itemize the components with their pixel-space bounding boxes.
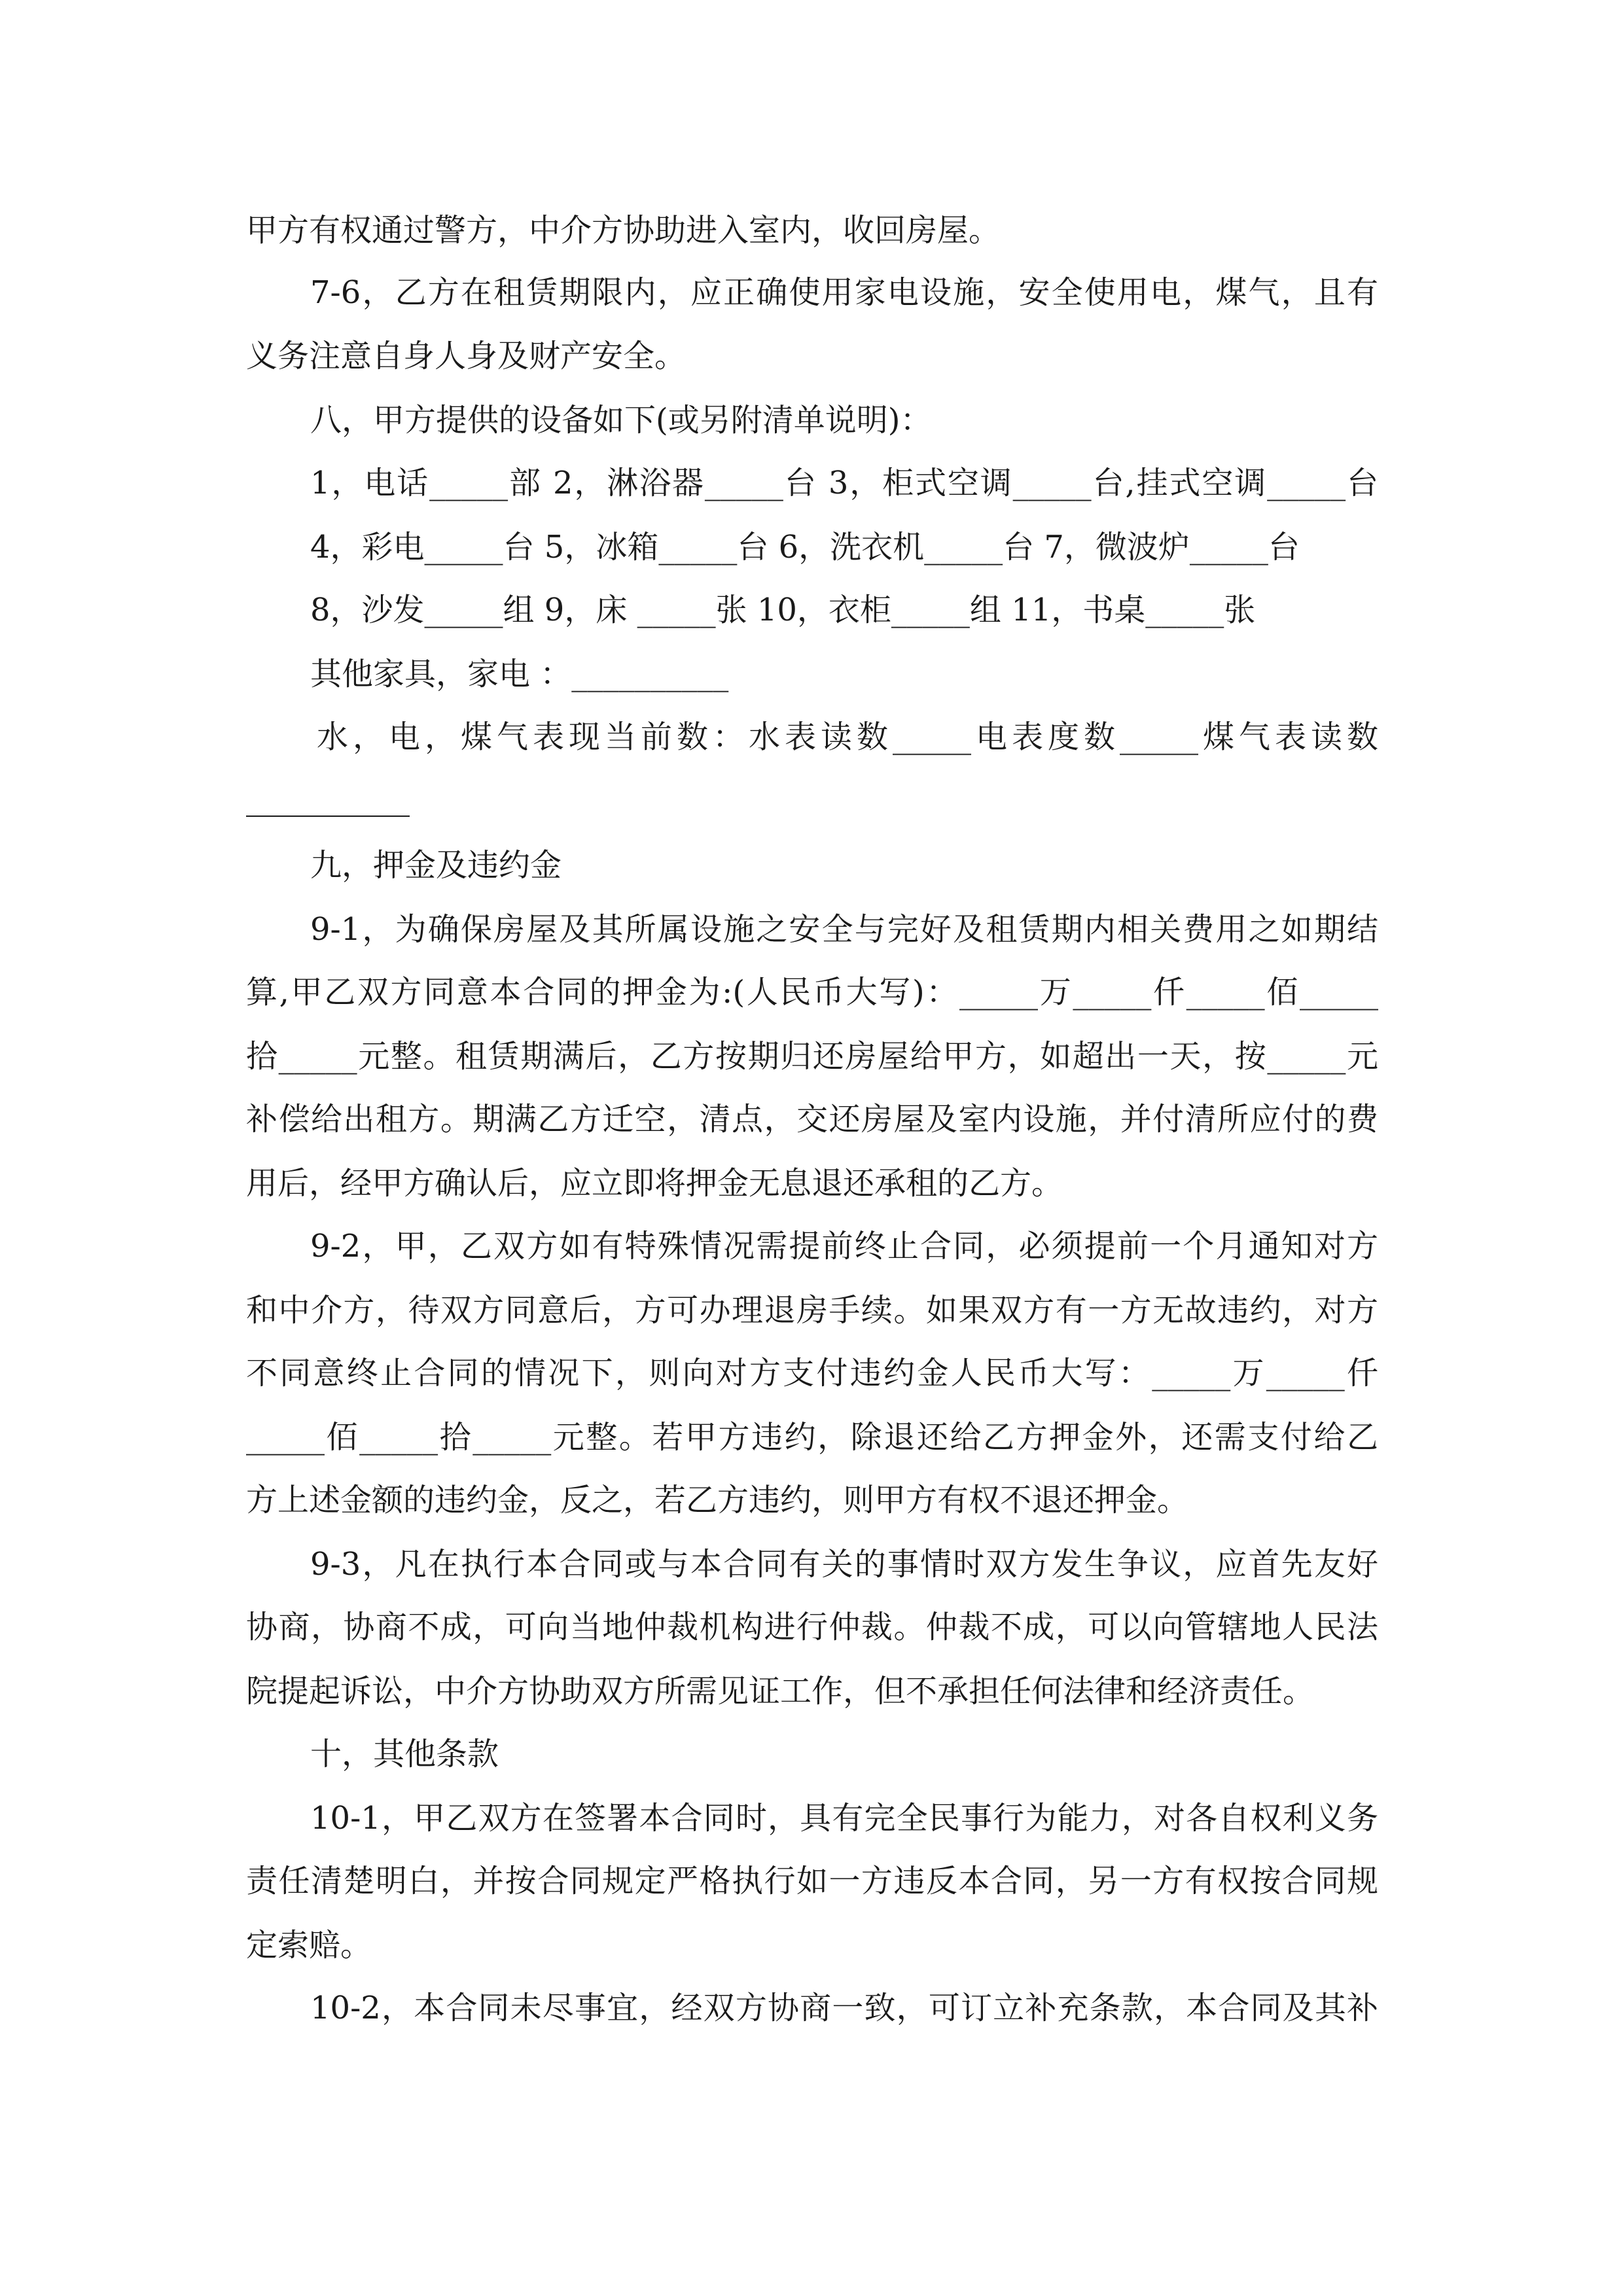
text-line: 算,甲乙双方同意本合同的押金为:(人民币大写)：_____万_____仟_____佰_____ bbox=[246, 974, 1378, 1011]
section-heading-10: 十，其他条款 bbox=[310, 1736, 499, 1772]
clause-9-1: 9-1，为确保房屋及其所属设施之安全与完好及租赁期内相关费用之如期结 bbox=[310, 911, 1378, 948]
text-line: 协商，协商不成，可向当地仲裁机构进行仲裁。仲裁不成，可以向管辖地人民法 bbox=[246, 1609, 1378, 1645]
text-line: 补偿给出租方。期满乙方迁空，清点，交还房屋及室内设施，并付清所应付的费 bbox=[246, 1101, 1378, 1138]
text-line: 用后，经甲方确认后，应立即将押金无息退还承租的乙方。 bbox=[246, 1165, 1063, 1202]
text-line: 甲方有权通过警方，中介方协助进入室内，收回房屋。 bbox=[246, 212, 1001, 249]
section-heading-8: 八，甲方提供的设备如下(或另附清单说明)： bbox=[310, 402, 932, 439]
meter-blank-underline bbox=[246, 816, 410, 817]
text-line: 不同意终止合同的情况下，则向对方支付违约金人民币大写：_____万_____仟 bbox=[246, 1355, 1378, 1391]
text-line: 义务注意自身人身及财产安全。 bbox=[246, 338, 687, 374]
text-line: 责任清楚明白，并按合同规定严格执行如一方违反本合同，另一方有权按合同规 bbox=[246, 1863, 1378, 1899]
clause-10-2: 10-2，本合同未尽事宜，经双方协商一致，可订立补充条款，本合同及其补 bbox=[310, 1990, 1378, 2026]
text-line: 拾_____元整。租赁期满后，乙方按期归还房屋给甲方，如超出一天，按_____元 bbox=[246, 1038, 1378, 1075]
text-line: 方上述金额的违约金，反之，若乙方违约，则甲方有权不退还押金。 bbox=[246, 1482, 1189, 1518]
text-line: 定索赔。 bbox=[246, 1927, 372, 1964]
text-line: _____佰_____拾_____元整。若甲方违约，除退还给乙方押金外，还需支付给乙 bbox=[246, 1419, 1378, 1456]
other-furniture-line: 其他家具，家电 ：__________ bbox=[310, 656, 729, 692]
meter-readings-line: 水，电，煤气表现当前数：水表读数_____电表度数_____煤气表读数 bbox=[317, 719, 1378, 755]
text-line: 院提起诉讼，中介方协助双方所需见证工作，但不承担任何法律和经济责任。 bbox=[246, 1673, 1315, 1710]
clause-9-3: 9-3，凡在执行本合同或与本合同有关的事情时双方发生争议，应首先友好 bbox=[310, 1546, 1378, 1583]
text-line: 和中介方，待双方同意后，方可办理退房手续。如果双方有一方无故违约，对方 bbox=[246, 1292, 1378, 1329]
clause-10-1: 10-1，甲乙双方在签署本合同时，具有完全民事行为能力，对各自权利义务 bbox=[310, 1800, 1378, 1837]
section-heading-9: 九，押金及违约金 bbox=[310, 847, 562, 884]
clause-7-6: 7-6，乙方在租赁期限内，应正确使用家电设施，安全使用电，煤气，且有 bbox=[310, 274, 1378, 311]
equipment-line-2: 4，彩电_____台 5，冰箱_____台 6，洗衣机_____台 7，微波炉_____台 bbox=[310, 529, 1300, 565]
equipment-line-3: 8，沙发_____组 9，床 _____张 10，衣柜_____组 11，书桌_____张 bbox=[310, 592, 1256, 628]
equipment-line-1: 1，电话_____部 2，淋浴器_____台 3，柜式空调_____台,挂式空调_____台 bbox=[310, 465, 1378, 501]
clause-9-2: 9-2，甲，乙双方如有特殊情况需提前终止合同，必须提前一个月通知对方 bbox=[310, 1228, 1378, 1265]
